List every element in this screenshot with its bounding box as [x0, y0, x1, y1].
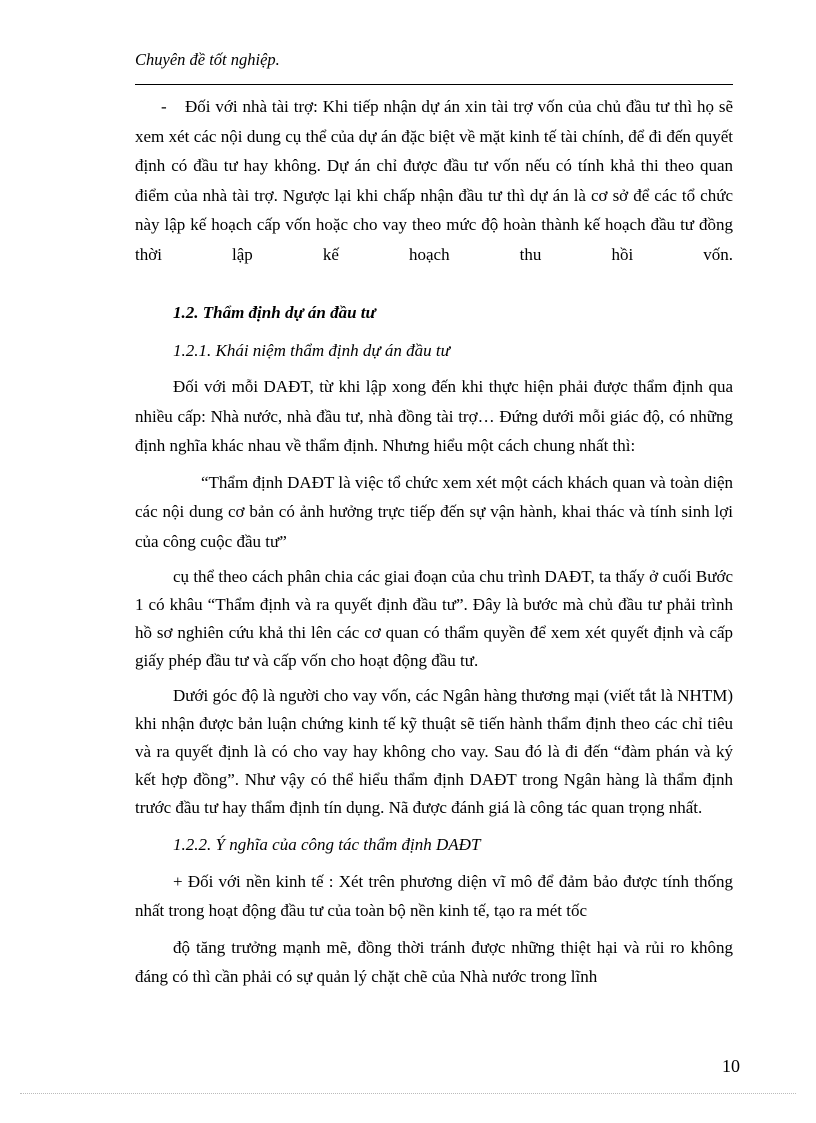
section-heading-1-2: 1.2. Thẩm định dự án đầu tư	[173, 303, 376, 322]
document-body	[135, 92, 733, 992]
paragraph-sponsor-text: Đối với nhà tài trợ: Khi tiếp nhận dự án xin tài trợ vốn của chủ đầu tư thì họ sẽ xem xét các nội dung cụ thể của dự án đặc biệt về mặt kinh tế tài chính, để đi đến quyết định có đầu tư hay không. Dự án chỉ được đầu tư vốn nếu có tính khả thi theo quan điểm của nhà tài trợ. Ngược lại khi chấp nhận đầu tư thì dự án là cơ sở để các tổ chức này lập kế hoạch cấp vốn hoặc cho vay theo mức độ hoàn thành kế hoạch đầu tư đồng thời lập kế hoạch thu hồi vốn.	[135, 97, 733, 264]
paragraph-appraisal-levels: Đối với mỗi DAĐT, từ khi lập xong đến khi thực hiện phải được thẩm định qua nhiều cấp: Nhà nước, nhà đầu tư, nhà đồng tài trợ… Đứng dưới mỗi giác độ, có những định nghĩa khác nhau về thẩm định. Nhưng hiểu một cách chung nhất thì:	[135, 377, 733, 455]
paragraph-sponsor	[135, 92, 733, 269]
paragraph-bank-perspective: Dưới góc độ là người cho vay vốn, các Ngân hàng thương mại (viết tắt là NHTM) khi nhận được bản luận chứng kinh tế kỹ thuật sẽ tiến hành thẩm định theo các chỉ tiêu và ra quyết định là có cho vay hay không cho vay. Sau đó là đi đến “đàm phán và ký kết hợp đồng”. Như vậy có thể hiểu thẩm định DAĐT trong Ngân hàng là thẩm định trước đầu tư hay thẩm định tín dụng. Nã được đánh giá là công tác quan trọng nhất.	[135, 686, 733, 817]
page-header: Chuyên đề tốt nghiệp.	[135, 50, 280, 69]
section-heading-1-2-2: 1.2.2. Ý nghĩa của công tác thẩm định DAĐT	[173, 835, 481, 854]
section-heading-1-2-1: 1.2.1. Khái niệm thẩm định dự án đầu tư	[173, 340, 450, 360]
footer-divider	[20, 1093, 796, 1094]
paragraph-economy: + Đối với nền kinh tế : Xét trên phương diện vĩ mô để đảm bảo được tính thống nhất trong hoạt động đầu tư của toàn bộ nền kinh tế, tạo ra mét tốc	[135, 871, 733, 920]
paragraph-definition-quote: “Thẩm định DAĐT là việc tổ chức xem xét một cách khách quan và toàn diện các nội dung cơ bản có ảnh hưởng trực tiếp đến sự vận hành, khai thác và tính sinh lợi của công cuộc đầu tư”	[135, 472, 733, 551]
bullet-dash: -	[161, 97, 167, 116]
paragraph-economy-continued: độ tăng trưởng mạnh mẽ, đồng thời tránh được những thiệt hại và rủi ro không đáng có thì cần phải có sự quản lý chặt chẽ của Nhà nước trong lĩnh	[135, 937, 733, 986]
page-number: 10	[722, 1056, 740, 1076]
header-divider	[135, 84, 733, 85]
paragraph-project-cycle: cụ thể theo cách phân chia các giai đoạn của chu trình DAĐT, ta thấy ở cuối Bước 1 có khâu “Thẩm định và ra quyết định đầu tư”. Đây là bước mà chủ đầu tư phải trình hồ sơ nghiên cứu khả thi lên các cơ quan có thẩm quyền để xem xét quyết định và cấp giấy phép đầu tư và cấp vốn cho hoạt động đầu tư.	[135, 567, 733, 670]
